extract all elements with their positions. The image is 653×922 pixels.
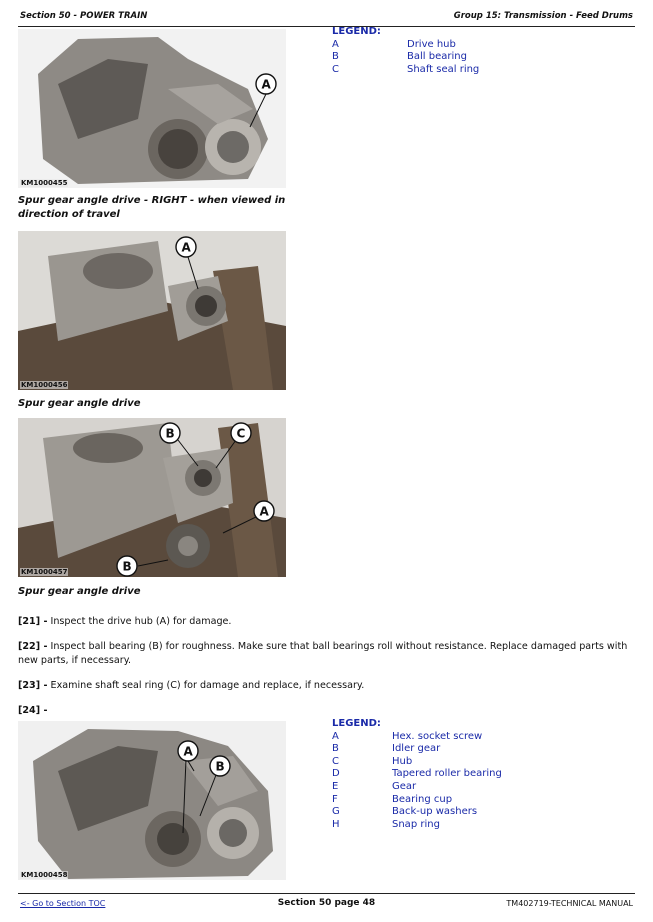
figure-caption-2: Spur gear angle drive bbox=[18, 398, 141, 409]
legend-2-key: D bbox=[332, 768, 340, 780]
callout-b: B bbox=[122, 559, 132, 574]
step-23 bbox=[18, 679, 634, 693]
page-number: Section 50 page 48 bbox=[277, 898, 376, 908]
step-number: [21] - bbox=[18, 616, 48, 627]
figure-photo-1 bbox=[18, 29, 286, 188]
legend-1-key: A bbox=[332, 38, 339, 50]
legend-1-title: LEGEND: bbox=[332, 26, 381, 37]
callout-a: A bbox=[181, 240, 191, 255]
figure-id-1: KM1000455 bbox=[21, 179, 68, 187]
figure-caption-1: Spur gear angle drive - RIGHT - when viewed in direction of travel bbox=[18, 195, 286, 220]
legend-1 bbox=[332, 26, 479, 76]
callout-c: C bbox=[236, 426, 246, 441]
legend-2-label: Idler gear bbox=[392, 743, 441, 755]
callout-b: B bbox=[165, 426, 175, 441]
header-section: Section 50 - POWER TRAIN bbox=[20, 11, 148, 21]
figure-photo-3 bbox=[18, 418, 286, 577]
legend-2 bbox=[332, 718, 502, 831]
legend-2-label: Back-up washers bbox=[392, 806, 478, 818]
step-text: Inspect ball bearing (B) for roughness. Make sure that ball bearings roll without resistance. Replace damaged parts with new parts, if necessary. bbox=[18, 641, 628, 666]
legend-2-label: Bearing cup bbox=[392, 793, 453, 805]
step-21 bbox=[18, 615, 634, 629]
figure-photo-2 bbox=[18, 231, 286, 390]
step-24 bbox=[18, 704, 634, 718]
section-toc-link[interactable]: <- Go to Section TOC bbox=[20, 899, 106, 908]
callout-a: A bbox=[261, 77, 271, 92]
legend-2-key: H bbox=[332, 818, 340, 830]
legend-2-key: E bbox=[332, 780, 339, 792]
legend-1-key: B bbox=[332, 51, 339, 63]
legend-2-key: F bbox=[332, 793, 338, 805]
step-number: [23] - bbox=[18, 680, 48, 691]
legend-2-label: Gear bbox=[392, 780, 417, 792]
legend-1-label: Shaft seal ring bbox=[407, 63, 480, 75]
step-number: [22] - bbox=[18, 641, 48, 652]
step-number: [24] - bbox=[18, 705, 48, 716]
figure-caption-3: Spur gear angle drive bbox=[18, 586, 141, 597]
figure-id-2: KM1000456 bbox=[21, 381, 68, 389]
legend-2-label: Snap ring bbox=[392, 818, 440, 830]
manual-id: TM402719-TECHNICAL MANUAL bbox=[506, 899, 633, 908]
legend-2-label: Hub bbox=[392, 755, 413, 767]
legend-2-label: Tapered roller bearing bbox=[392, 768, 502, 780]
legend-1-label: Drive hub bbox=[407, 38, 456, 50]
page-footer bbox=[18, 893, 635, 914]
step-22 bbox=[18, 640, 634, 668]
legend-1-label: Ball bearing bbox=[407, 51, 467, 63]
figure-id-3: KM1000457 bbox=[21, 568, 68, 576]
callout-a: A bbox=[183, 744, 193, 759]
legend-2-title: LEGEND: bbox=[332, 718, 381, 729]
legend-2-label: Hex. socket screw bbox=[392, 730, 483, 742]
step-text: Examine shaft seal ring (C) for damage and replace, if necessary. bbox=[47, 680, 365, 691]
callout-a: A bbox=[259, 504, 269, 519]
legend-1-key: C bbox=[332, 63, 339, 75]
legend-2-key: B bbox=[332, 743, 339, 755]
figure-photo-4 bbox=[18, 721, 286, 880]
legend-2-key: A bbox=[332, 730, 339, 742]
callout-b: B bbox=[215, 759, 225, 774]
step-text: Inspect the drive hub (A) for damage. bbox=[47, 616, 232, 627]
header-group: Group 15: Transmission - Feed Drums bbox=[453, 11, 633, 21]
figure-id-4: KM1000458 bbox=[21, 871, 68, 879]
page-header bbox=[18, 10, 635, 27]
legend-2-key: G bbox=[332, 806, 340, 818]
legend-2-key: C bbox=[332, 755, 339, 767]
